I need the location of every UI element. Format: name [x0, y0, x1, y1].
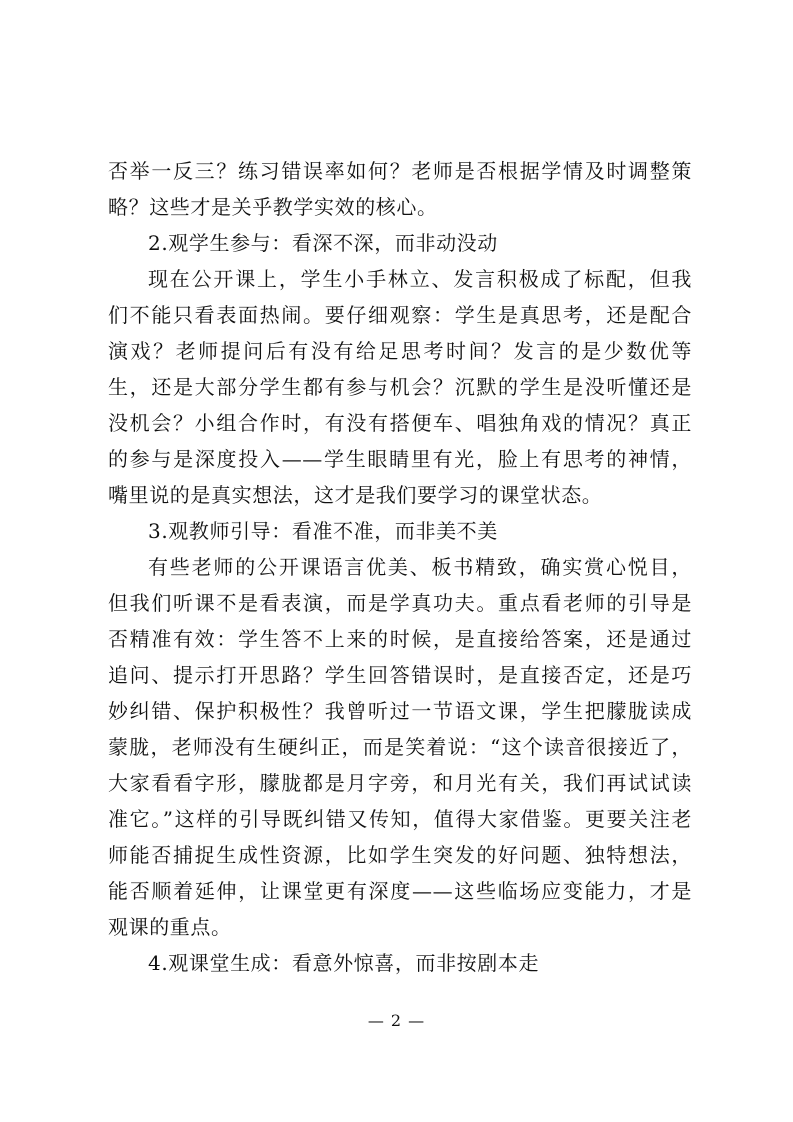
body-line-9: 的参与是深度投入——学生眼睛里有光，脸上有思考的神情， [108, 447, 692, 471]
body-line-18: 大家看看字形，朦胧都是月字旁，和月光有关，我们再试试读 [108, 771, 692, 795]
body-line-22: 观课的重点。 [108, 915, 232, 939]
body-line-8: 没机会？小组合作时，有没有搭便车、唱独角戏的情况？真正 [108, 411, 692, 435]
section-heading-3: 3.观教师引导：看准不准，而非美不美 [148, 519, 498, 543]
body-line-2: 略？这些才是关乎教学实效的核心。 [108, 195, 438, 219]
body-line-21: 能否顺着延伸，让课堂更有深度——这些临场应变能力，才是 [108, 879, 692, 903]
body-line-17: 蒙胧，老师没有生硬纠正，而是笑着说：“这个读音很接近了， [108, 735, 692, 759]
section-heading-2: 2.观学生参与：看深不深，而非动没动 [148, 231, 498, 255]
body-line-10: 嘴里说的是真实想法，这才是我们要学习的课堂状态。 [108, 483, 603, 507]
page-number: — 2 — [367, 1011, 426, 1030]
body-line-12: 有些老师的公开课语言优美、板书精致，确实赏心悦目， [148, 555, 692, 579]
body-line-16: 妙纠错、保护积极性？我曾听过一节语文课，学生把朦胧读成 [108, 699, 692, 723]
body-line-13: 但我们听课不是看表演，而是学真功夫。重点看老师的引导是 [108, 591, 692, 615]
body-line-19: 准它。”这样的引导既纠错又传知，值得大家借鉴。更要关注老 [108, 807, 692, 831]
body-line-6: 演戏？老师提问后有没有给足思考时间？发言的是少数优等 [108, 339, 692, 363]
body-line-14: 否精准有效：学生答不上来的时候，是直接给答案，还是通过 [108, 627, 692, 651]
body-line-5: 们不能只看表面热闹。要仔细观察：学生是真思考，还是配合 [108, 303, 692, 327]
body-line-1: 否举一反三？练习错误率如何？老师是否根据学情及时调整策 [108, 159, 692, 183]
body-line-4: 现在公开课上，学生小手林立、发言积极成了标配，但我 [148, 267, 692, 291]
body-line-15: 追问、提示打开思路？学生回答错误时，是直接否定，还是巧 [108, 663, 692, 687]
body-line-7: 生，还是大部分学生都有参与机会？沉默的学生是没听懂还是 [108, 375, 692, 399]
body-line-20: 师能否捕捉生成性资源，比如学生突发的好问题、独特想法， [108, 843, 692, 867]
section-heading-4: 4.观课堂生成：看意外惊喜，而非按剧本走 [148, 951, 540, 975]
